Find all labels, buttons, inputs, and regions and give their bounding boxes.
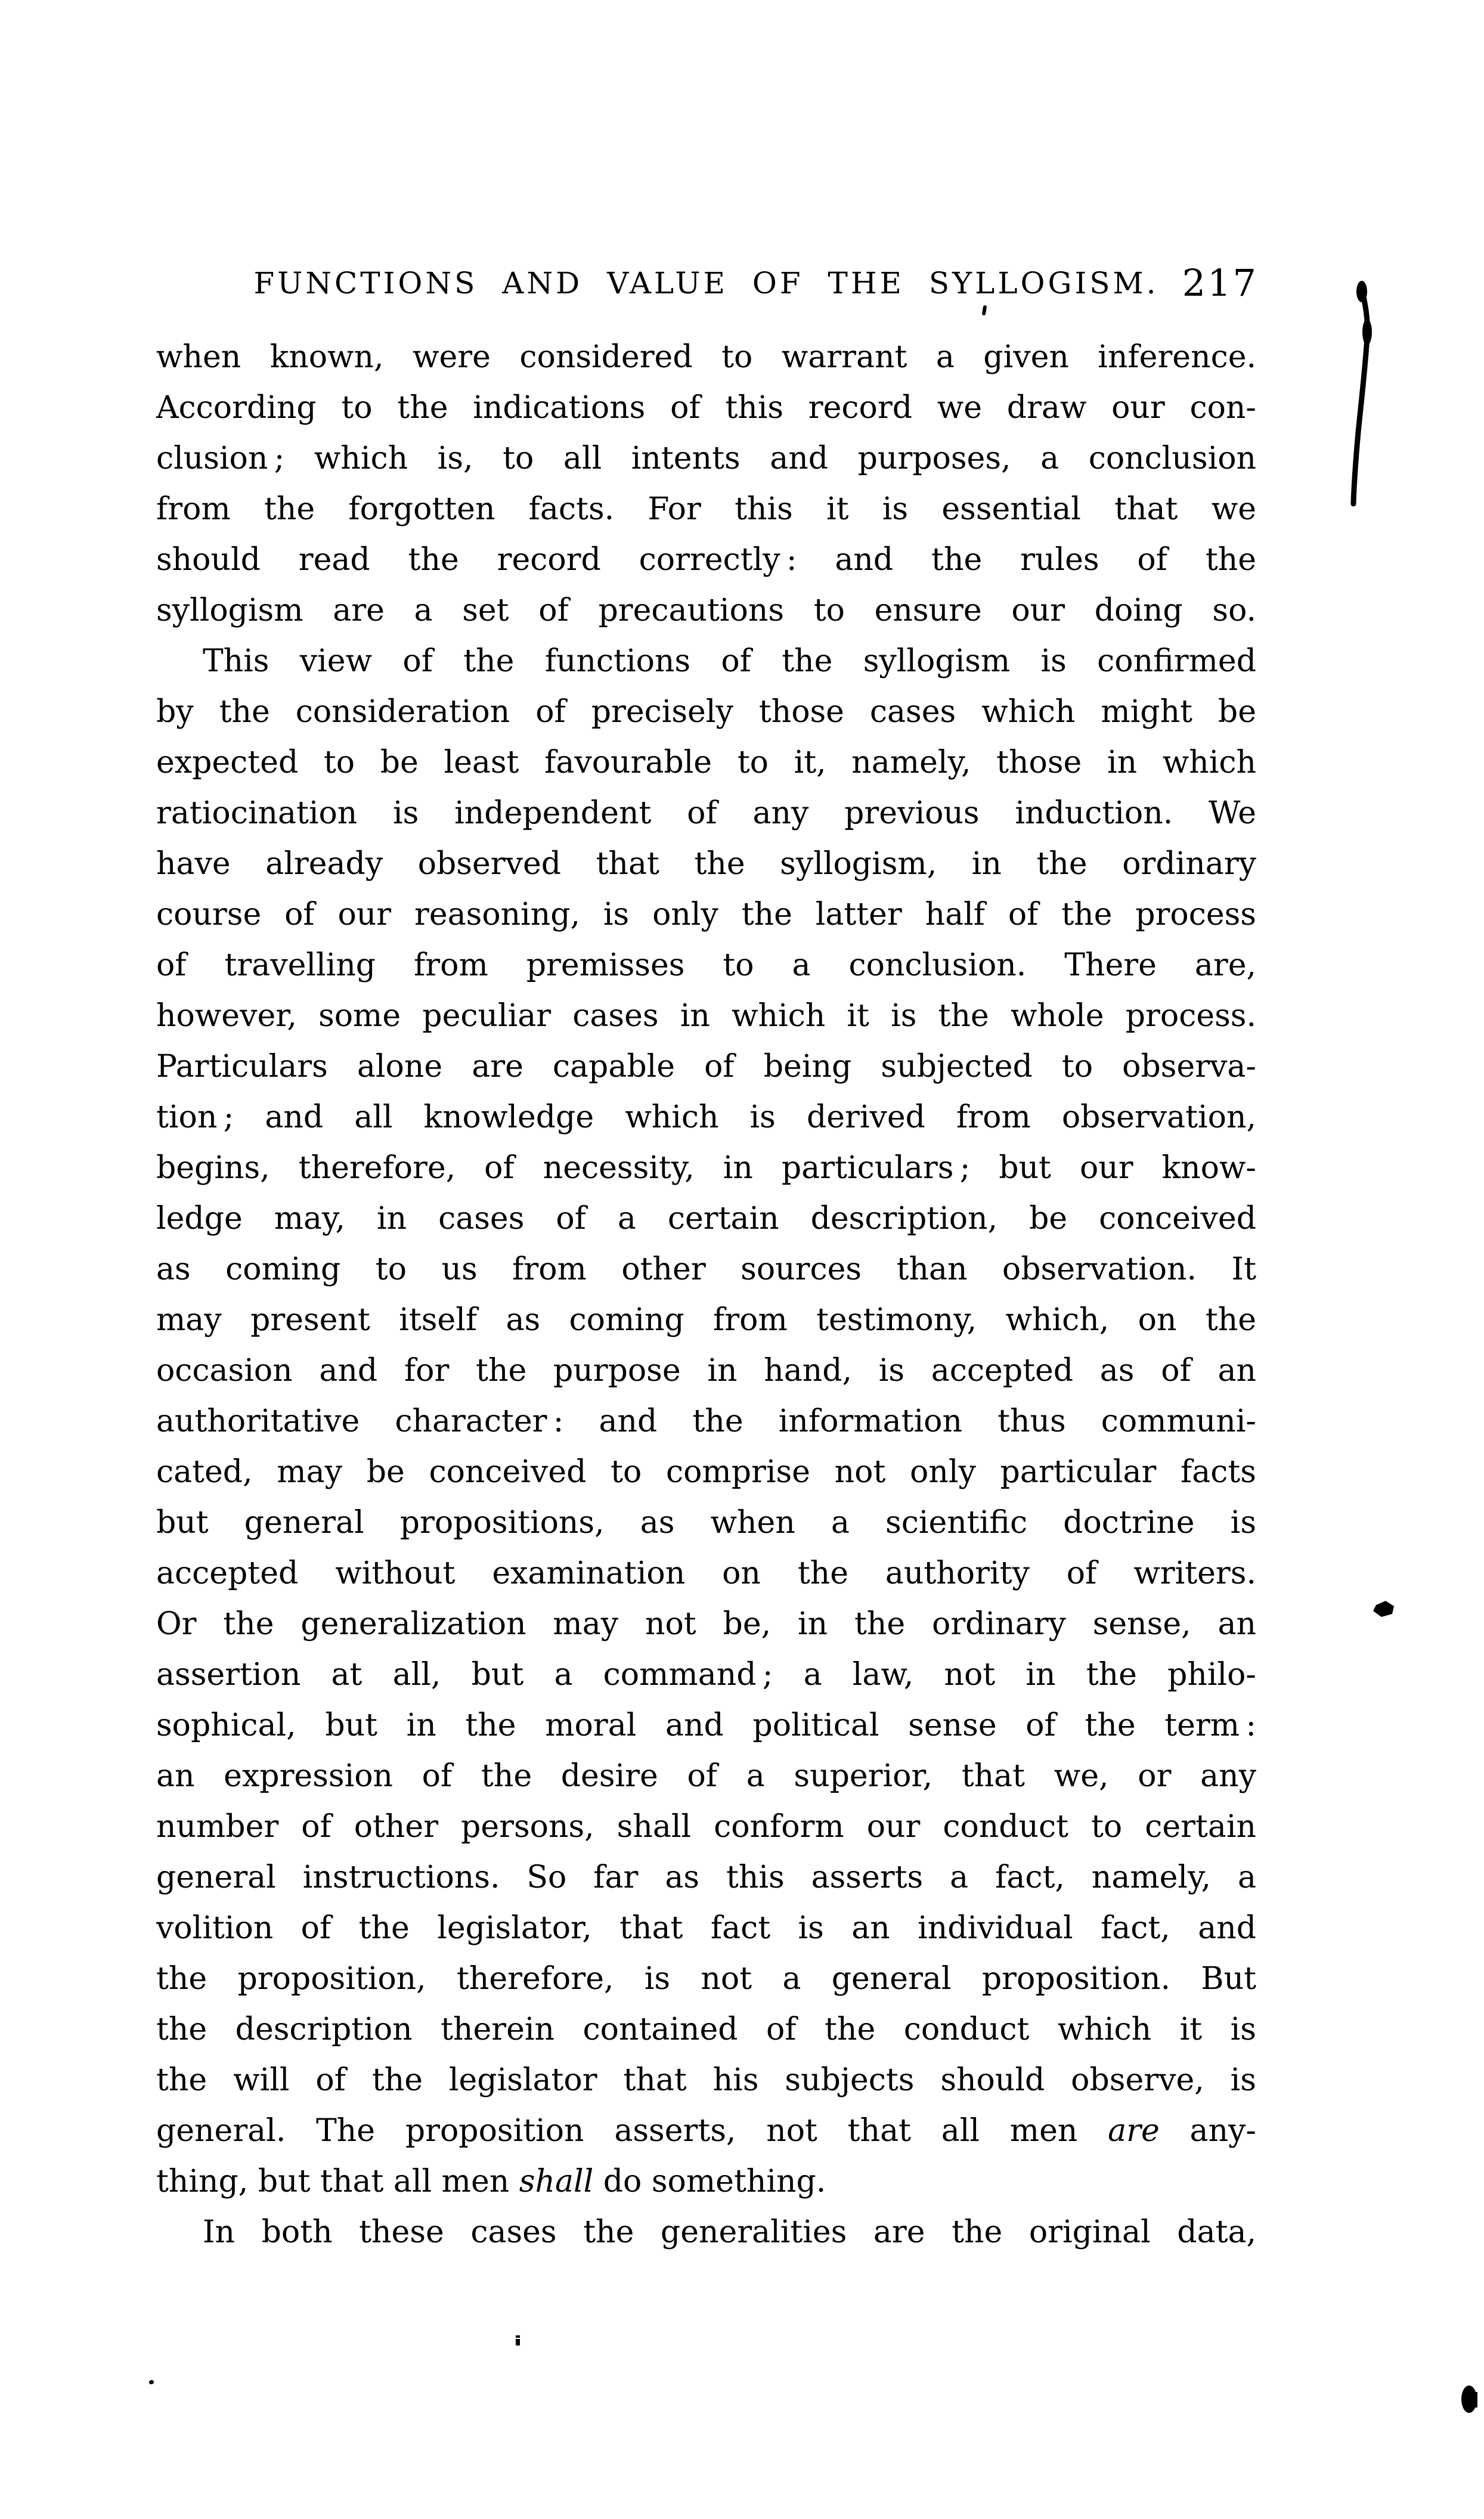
text-segment: of travelling from premisses to a conclusion. There are, [156,947,1256,983]
text-segment: should read the record correctly : and the rules of the [156,542,1256,578]
text-segment: have already observed that the syllogism, in the ordinary [156,846,1256,882]
running-header: FUNCTIONS AND VALUE OF THE SYLLOGISM. [253,266,1159,300]
text-line [156,1042,1256,1092]
ink-mark-bar [516,2339,520,2346]
text-segment: In both these cases the generalities are the original data, [203,2214,1256,2250]
text-line [156,1548,1256,1599]
text-segment: ratiocination is independent of any previous induction. We [156,795,1256,831]
text-segment: when known, were considered to warrant a given inference. [156,339,1256,375]
text-segment: may present itself as coming from testimony, which, on the [156,1302,1256,1338]
text-line [156,1802,1256,1852]
text-segment: syllogism are a set of precautions to ensure our doing so. [156,593,1256,628]
text-line [156,1751,1256,1802]
text-line [156,636,1256,687]
text-segment: however, some peculiar cases in which it is the whole process. [156,998,1256,1034]
text-line [156,1143,1256,1194]
text-segment: do something. [593,2164,826,2199]
text-line [156,1244,1256,1295]
text-line [156,1295,1256,1346]
text-line [156,1852,1256,1903]
text-segment: the description therein contained of the conduct which it is [156,2012,1256,2047]
text-segment: thing, but that all men [156,2164,519,2199]
text-segment: Or the generalization may not be, in the ordinary sense, an [156,1606,1256,1642]
text-line [156,2106,1256,2157]
text-line [156,1498,1256,1548]
text-line [156,1447,1256,1498]
text-segment: This view of the functions of the syllogism is confirmed [203,643,1256,679]
text-line [156,332,1256,383]
text-line [156,687,1256,738]
italic-word: shall [519,2164,594,2199]
text-line [156,839,1256,890]
text-line [156,1346,1256,1396]
text-line [156,2207,1256,2258]
text-line [156,788,1256,839]
page-number: 217 [1182,261,1258,305]
text-line [156,585,1256,636]
text-segment: the will of the legislator that his subjects should observe, is [156,2062,1256,2098]
text-line [156,1954,1256,2004]
ink-blot-oval [1461,2385,1480,2415]
text-segment: accepted without examination on the authority of writers. [156,1556,1256,1591]
text-segment: assertion at all, but a command ; a law, not in the philo- [156,1657,1256,1693]
text-segment: Particulars alone are capable of being subjected to observa- [156,1049,1256,1085]
text-segment: an expression of the desire of a superior, that we, or any [156,1758,1256,1794]
text-line [156,2157,1256,2207]
text-segment: ledge may, in cases of a certain description, be conceived [156,1201,1256,1237]
text-line [156,484,1256,535]
text-line [156,1599,1256,1650]
text-segment: occasion and for the purpose in hand, is accepted as of an [156,1353,1256,1389]
text-segment: from the forgotten facts. For this it is essential that we [156,491,1256,527]
text-line [156,1396,1256,1447]
italic-word: are [1108,2113,1160,2149]
text-line [156,2004,1256,2055]
text-line [156,1700,1256,1751]
text-line [156,383,1256,433]
text-segment: the proposition, therefore, is not a general proposition. But [156,1961,1256,1997]
text-line [156,2055,1256,2106]
text-segment: as coming to us from other sources than observation. It [156,1251,1256,1287]
ink-blot-diamond [1373,1601,1397,1619]
text-segment: sophical, but in the moral and political sense of the term : [156,1708,1256,1743]
text-segment: expected to be least favourable to it, namely, those in which [156,745,1256,780]
text-line [156,1650,1256,1700]
text-segment: general instructions. So far as this asserts a fact, namely, a [156,1860,1256,1895]
text-segment: clusion ; which is, to all intents and purposes, a conclusion [156,441,1256,476]
text-segment: According to the indications of this record we draw our con- [156,390,1256,426]
text-line [156,1903,1256,1954]
text-segment: tion ; and all knowledge which is derived from observation, [156,1099,1256,1135]
text-line [156,535,1256,585]
ink-mark-dash [516,2335,520,2338]
text-segment: course of our reasoning, is only the latter half of the process [156,897,1256,932]
text-segment: any- [1159,2113,1256,2149]
text-line [156,940,1256,991]
text-line [156,1092,1256,1143]
text-segment: by the consideration of precisely those cases which might be [156,694,1256,730]
text-segment: but general propositions, as when a scientific doctrine is [156,1505,1256,1541]
ink-dot [149,2380,154,2384]
text-line [156,991,1256,1042]
text-line [156,890,1256,940]
text-line [156,433,1256,484]
text-segment: number of other persons, shall conform our conduct to certain [156,1809,1256,1845]
text-segment: general. The proposition asserts, not that all men [156,2113,1108,2149]
text-segment: cated, may be conceived to comprise not only particular facts [156,1454,1256,1490]
scan-hairline [1342,277,1377,513]
text-block [156,332,1256,2258]
text-segment: begins, therefore, of necessity, in particulars ; but our know- [156,1150,1256,1186]
scan-speck [982,305,987,316]
text-line [156,1194,1256,1244]
text-segment: volition of the legislator, that fact is an individual fact, and [156,1910,1256,1946]
text-line [156,738,1256,788]
text-segment: authoritative character : and the information thus communi- [156,1403,1256,1439]
